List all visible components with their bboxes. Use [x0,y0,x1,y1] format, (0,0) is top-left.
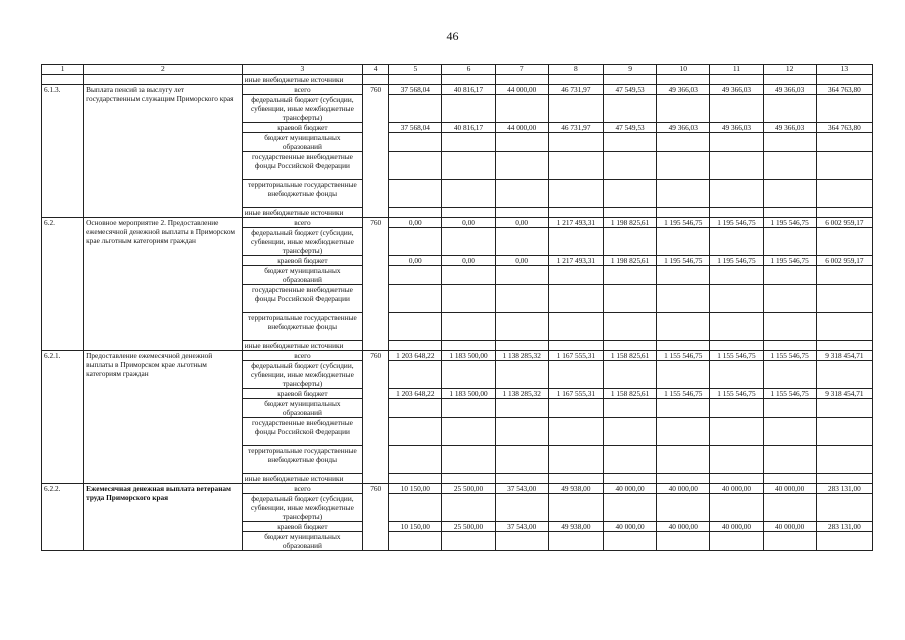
value-cell [603,399,656,418]
value-cell [442,285,495,313]
value-cell: 1 155 546,75 [657,389,710,399]
value-cell [548,133,603,152]
value-cell: 1 217 493,31 [548,256,603,266]
value-cell [710,228,763,256]
value-cell [389,208,442,218]
value-cell [442,418,495,446]
value-cell [657,95,710,123]
table-cell [710,75,763,85]
col-header: 6 [442,65,495,75]
value-cell: 49 938,00 [548,522,603,532]
value-cell [657,228,710,256]
value-cell: 1 138 285,32 [495,351,548,361]
value-cell [763,532,816,551]
value-cell [389,532,442,551]
value-cell: 1 155 546,75 [710,351,763,361]
value-cell [389,152,442,180]
source-cell: территориальные государственные внебюджетные фонды [242,446,362,474]
source-cell: краевой бюджет [242,389,362,399]
value-cell [816,285,872,313]
value-cell: 40 000,00 [763,484,816,494]
value-cell [710,361,763,389]
value-cell [603,208,656,218]
value-cell [657,208,710,218]
value-cell [657,446,710,474]
value-cell: 1 155 546,75 [763,389,816,399]
row-code: 6.2.1. [42,351,84,484]
value-cell [495,285,548,313]
value-cell [548,228,603,256]
page-number: 46 [446,29,459,43]
value-cell: 44 000,00 [495,85,548,95]
table-cell [42,75,84,85]
value-cell [495,399,548,418]
value-cell: 1 167 555,31 [548,351,603,361]
value-cell [603,285,656,313]
value-cell [657,133,710,152]
value-cell [495,133,548,152]
table-cell [495,75,548,85]
value-cell [442,474,495,484]
source-cell: всего [242,85,362,95]
value-cell [710,95,763,123]
value-cell: 1 158 825,61 [603,389,656,399]
value-cell [442,446,495,474]
table-cell [657,75,710,85]
value-cell [710,133,763,152]
value-cell [389,341,442,351]
source-cell: бюджет муниципальных образований [242,266,362,285]
value-cell [657,399,710,418]
value-cell: 37 543,00 [495,522,548,532]
value-cell [816,133,872,152]
col-header: 3 [242,65,362,75]
source-cell: иные внебюджетные источники [242,474,362,484]
value-cell: 40 000,00 [603,522,656,532]
value-cell [763,180,816,208]
value-cell [442,180,495,208]
value-cell [763,313,816,341]
value-cell [763,152,816,180]
source-cell: бюджет муниципальных образований [242,133,362,152]
value-cell: 0,00 [442,218,495,228]
value-cell [495,474,548,484]
value-cell: 40 000,00 [710,522,763,532]
value-cell [389,418,442,446]
value-cell [495,446,548,474]
value-cell [603,474,656,484]
value-cell [442,532,495,551]
value-cell [657,341,710,351]
value-cell [816,208,872,218]
value-cell: 47 549,53 [603,85,656,95]
value-cell: 283 131,00 [816,522,872,532]
value-cell: 1 167 555,31 [548,389,603,399]
value-cell [816,418,872,446]
value-cell [763,418,816,446]
value-cell [442,399,495,418]
value-cell: 1 217 493,31 [548,218,603,228]
value-cell: 47 549,53 [603,123,656,133]
value-cell [495,152,548,180]
value-cell [442,494,495,522]
value-cell [495,228,548,256]
value-cell [816,152,872,180]
value-cell [603,341,656,351]
source-cell: иные внебюджетные источники [242,341,362,351]
value-cell [816,361,872,389]
value-cell: 44 000,00 [495,123,548,133]
value-cell: 1 195 546,75 [710,256,763,266]
value-cell [389,313,442,341]
row-code: 6.2.2. [42,484,84,551]
table-cell [603,75,656,85]
col-header: 10 [657,65,710,75]
col-header: 5 [389,65,442,75]
value-cell [657,180,710,208]
value-cell [548,399,603,418]
row-code: 6.1.3. [42,85,84,218]
source-cell: краевой бюджет [242,256,362,266]
value-cell [548,313,603,341]
col-header: 12 [763,65,816,75]
value-cell [442,361,495,389]
value-cell [763,341,816,351]
value-cell [763,446,816,474]
value-cell: 1 195 546,75 [763,218,816,228]
source-cell: государственные внебюджетные фонды Российской Федерации [242,285,362,313]
value-cell: 49 366,03 [710,123,763,133]
value-cell: 25 500,00 [442,484,495,494]
value-cell: 0,00 [495,256,548,266]
value-cell [816,532,872,551]
value-cell: 1 183 500,00 [442,351,495,361]
value-cell [442,341,495,351]
col-header: 7 [495,65,548,75]
value-cell [603,446,656,474]
value-cell: 1 195 546,75 [763,256,816,266]
value-cell: 0,00 [389,218,442,228]
source-cell: бюджет муниципальных образований [242,532,362,551]
value-cell [548,418,603,446]
value-cell [603,180,656,208]
value-cell [603,313,656,341]
value-cell [548,341,603,351]
value-cell [763,208,816,218]
table-row [42,85,873,95]
value-cell [763,399,816,418]
col-header: 4 [363,65,389,75]
value-cell [548,532,603,551]
col-header: 1 [42,65,84,75]
row-name: Предоставление ежемесячной денежной выплаты в Приморском крае льготным категориям граждан [84,351,243,484]
col4-cell: 760 [363,218,389,351]
value-cell: 9 318 454,71 [816,389,872,399]
value-cell: 49 366,03 [763,123,816,133]
source-cell: всего [242,484,362,494]
value-cell: 1 195 546,75 [657,256,710,266]
value-cell [389,361,442,389]
value-cell [389,446,442,474]
value-cell [710,399,763,418]
value-cell [442,228,495,256]
value-cell: 46 731,97 [548,85,603,95]
value-cell [495,532,548,551]
value-cell [548,180,603,208]
value-cell: 6 002 959,17 [816,218,872,228]
value-cell [657,361,710,389]
col4-cell: 760 [363,351,389,484]
value-cell: 49 938,00 [548,484,603,494]
budget-table [41,64,873,551]
value-cell [442,208,495,218]
value-cell: 40 000,00 [603,484,656,494]
value-cell: 1 203 648,22 [389,351,442,361]
table-cell [442,75,495,85]
value-cell: 1 198 825,61 [603,256,656,266]
value-cell [389,95,442,123]
value-cell [603,494,656,522]
value-cell: 37 543,00 [495,484,548,494]
table-row [42,484,873,494]
table-row [42,351,873,361]
value-cell [389,180,442,208]
value-cell: 364 763,80 [816,85,872,95]
value-cell: 6 002 959,17 [816,256,872,266]
col4-cell: 760 [363,484,389,551]
value-cell [442,95,495,123]
value-cell [763,228,816,256]
value-cell: 364 763,80 [816,123,872,133]
value-cell [389,494,442,522]
col4-cell: 760 [363,85,389,218]
value-cell [548,474,603,484]
value-cell [763,95,816,123]
source-cell: государственные внебюджетные фонды Российской Федерации [242,152,362,180]
value-cell [442,266,495,285]
col-header: 9 [603,65,656,75]
value-cell: 49 366,03 [710,85,763,95]
value-cell: 46 731,97 [548,123,603,133]
value-cell: 1 203 648,22 [389,389,442,399]
value-cell [657,313,710,341]
value-cell [816,341,872,351]
value-cell [710,341,763,351]
value-cell [763,285,816,313]
source-cell: бюджет муниципальных образований [242,399,362,418]
value-cell [495,494,548,522]
value-cell: 1 198 825,61 [603,218,656,228]
value-cell: 1 155 546,75 [763,351,816,361]
col-header: 8 [548,65,603,75]
col-header: 2 [84,65,243,75]
table-row [42,218,873,228]
value-cell: 40 000,00 [763,522,816,532]
value-cell [548,152,603,180]
value-cell [389,228,442,256]
value-cell: 49 366,03 [657,85,710,95]
value-cell: 0,00 [442,256,495,266]
value-cell [816,180,872,208]
source-cell: федеральный бюджет (субсидии, субвенции, иные межбюджетные трансферты) [242,494,362,522]
value-cell [710,285,763,313]
value-cell [495,95,548,123]
value-cell: 25 500,00 [442,522,495,532]
value-cell [710,418,763,446]
table-cell [763,75,816,85]
col-header: 13 [816,65,872,75]
value-cell [442,313,495,341]
value-cell [495,418,548,446]
value-cell: 9 318 454,71 [816,351,872,361]
value-cell: 0,00 [389,256,442,266]
value-cell [710,152,763,180]
value-cell: 40 000,00 [657,484,710,494]
source-cell: иные внебюджетные источники [242,75,362,85]
value-cell [710,208,763,218]
value-cell [710,313,763,341]
value-cell [763,494,816,522]
source-cell: иные внебюджетные источники [242,208,362,218]
value-cell [816,474,872,484]
value-cell [763,266,816,285]
source-cell: федеральный бюджет (субсидии, субвенции, иные межбюджетные трансферты) [242,95,362,123]
value-cell: 10 150,00 [389,484,442,494]
value-cell [603,361,656,389]
value-cell [603,228,656,256]
value-cell [710,494,763,522]
value-cell [495,361,548,389]
value-cell [603,152,656,180]
source-cell: всего [242,351,362,361]
value-cell [710,474,763,484]
value-cell [657,152,710,180]
value-cell [816,399,872,418]
value-cell [816,266,872,285]
value-cell [763,133,816,152]
value-cell [657,266,710,285]
col-header: 11 [710,65,763,75]
value-cell [710,446,763,474]
value-cell: 1 155 546,75 [710,389,763,399]
value-cell [548,361,603,389]
source-cell: федеральный бюджет (субсидии, субвенции, иные межбюджетные трансферты) [242,228,362,256]
value-cell [495,266,548,285]
value-cell [710,180,763,208]
value-cell [495,180,548,208]
row-name: Выплата пенсий за выслугу лет государственным служащим Приморского края [84,85,243,218]
value-cell: 40 816,17 [442,85,495,95]
value-cell [816,95,872,123]
value-cell [816,313,872,341]
header-row [42,65,873,75]
source-cell: территориальные государственные внебюджетные фонды [242,180,362,208]
value-cell [389,266,442,285]
value-cell [657,285,710,313]
source-cell: территориальные государственные внебюджетные фонды [242,313,362,341]
source-cell: всего [242,218,362,228]
value-cell [548,208,603,218]
value-cell [495,208,548,218]
value-cell [389,474,442,484]
table-cell [84,75,243,85]
value-cell: 0,00 [495,218,548,228]
source-cell: краевой бюджет [242,522,362,532]
value-cell [495,341,548,351]
value-cell [763,474,816,484]
value-cell [389,399,442,418]
value-cell [763,361,816,389]
value-cell [495,313,548,341]
source-cell: федеральный бюджет (субсидии, субвенции, иные межбюджетные трансферты) [242,361,362,389]
value-cell: 1 158 825,61 [603,351,656,361]
value-cell: 49 366,03 [763,85,816,95]
value-cell: 1 138 285,32 [495,389,548,399]
value-cell [657,474,710,484]
value-cell [603,95,656,123]
row-name: Ежемесячная денежная выплата ветеранам труда Приморского края [84,484,243,551]
value-cell: 37 568,04 [389,123,442,133]
value-cell [389,285,442,313]
value-cell [603,266,656,285]
table-cell [548,75,603,85]
value-cell [548,446,603,474]
value-cell [816,446,872,474]
table-row [42,75,873,85]
value-cell [442,133,495,152]
value-cell [710,532,763,551]
value-cell [710,266,763,285]
value-cell [657,418,710,446]
value-cell: 40 000,00 [710,484,763,494]
value-cell [657,494,710,522]
value-cell: 1 155 546,75 [657,351,710,361]
table-cell [816,75,872,85]
value-cell [389,133,442,152]
value-cell [603,418,656,446]
row-name: Основное мероприятие 2. Предоставление ежемесячной денежной выплаты в Приморском крае льготным категориям граждан [84,218,243,351]
value-cell: 37 568,04 [389,85,442,95]
value-cell: 283 131,00 [816,484,872,494]
value-cell: 1 195 546,75 [710,218,763,228]
row-code: 6.2. [42,218,84,351]
value-cell [548,266,603,285]
source-cell: государственные внебюджетные фонды Российской Федерации [242,418,362,446]
value-cell [603,532,656,551]
value-cell: 49 366,03 [657,123,710,133]
value-cell: 40 816,17 [442,123,495,133]
value-cell: 1 183 500,00 [442,389,495,399]
value-cell [442,152,495,180]
value-cell [603,133,656,152]
value-cell: 40 000,00 [657,522,710,532]
value-cell [548,494,603,522]
source-cell: краевой бюджет [242,123,362,133]
value-cell [548,95,603,123]
table-cell [389,75,442,85]
value-cell: 1 195 546,75 [657,218,710,228]
value-cell [816,494,872,522]
table-cell [363,75,389,85]
value-cell [657,532,710,551]
value-cell [816,228,872,256]
value-cell [548,285,603,313]
value-cell: 10 150,00 [389,522,442,532]
